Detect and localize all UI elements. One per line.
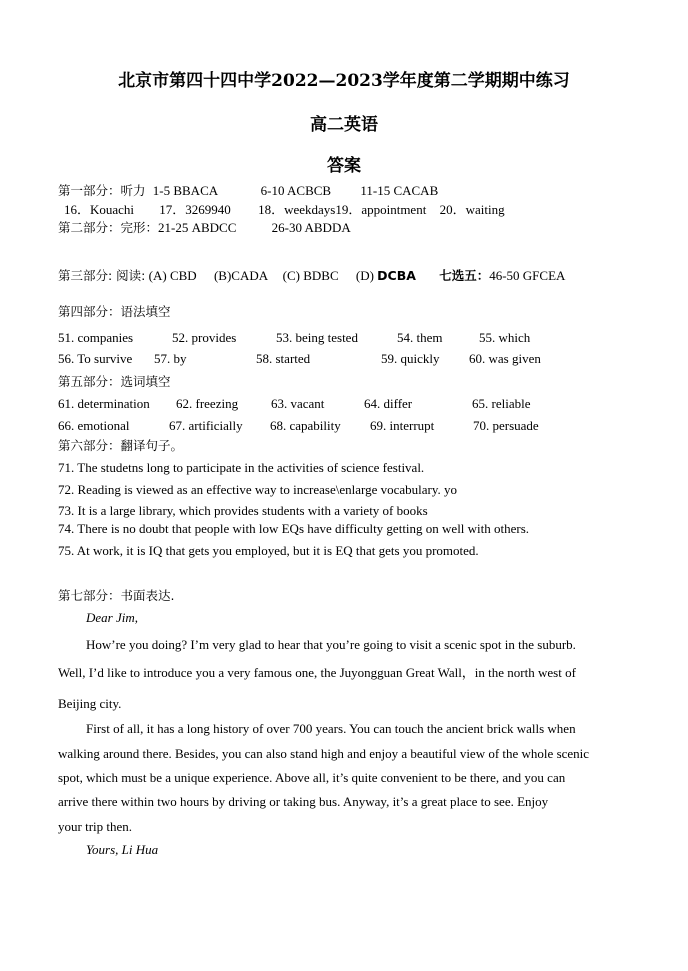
letter-closing: Yours, Li Hua: [86, 842, 159, 857]
part2-label: 第二部分：完形：: [58, 220, 159, 235]
translation-72: 72. Reading is viewed as an effective way to increase\enlarge vocabulary. yo: [58, 482, 457, 497]
answer-57: 57. by: [154, 351, 187, 366]
answer-61: 61. determination: [58, 396, 150, 411]
reading-c-answers: (C) BDBC: [282, 268, 339, 283]
answer-56: 56. To survive: [58, 351, 133, 366]
translation-71: 71. The studetns long to participate in the activities of science festival.: [58, 460, 425, 475]
answer-19: 19．appointment: [335, 202, 427, 217]
part4-label: 第四部分：语法填空: [58, 304, 171, 319]
answer-17: 17．3269940: [159, 202, 231, 217]
part5-row-2: [58, 417, 539, 435]
part1-answers-1-5: 1-5 BBACA: [152, 183, 218, 198]
answer-60: 60. was given: [469, 351, 541, 366]
answer-20: 20．waiting: [439, 202, 505, 217]
answer-52: 52. provides: [172, 330, 237, 345]
document-title: 北京市第四十四中学2022—2023学年度第二学期期中练习: [118, 71, 570, 91]
letter-greeting: Dear Jim,: [86, 610, 138, 625]
answer-51: 51. companies: [58, 330, 134, 345]
letter-p2-line2: walking around there. Besides, you can also stand high and enjoy a beautiful view of the whole scenic: [58, 746, 590, 761]
part4-row-2: [58, 350, 541, 368]
answer-63: 63. vacant: [271, 396, 325, 411]
letter-p2-line5: your trip then.: [58, 819, 133, 834]
translation-74: 74. There is no doubt that people with low EQs have difficulty getting on well with others.: [58, 521, 530, 536]
part7-label: 第七部分：书面表达.: [58, 588, 175, 603]
answer-54: 54. them: [397, 330, 443, 345]
answer-65: 65. reliable: [472, 396, 531, 411]
subject-heading: 高二英语: [310, 115, 378, 135]
seven-choose-five-label: 七选五：: [439, 268, 490, 283]
answer-58: 58. started: [256, 351, 311, 366]
part4-row-1: [58, 329, 530, 347]
letter-p1-line2: Well, I’d like to introduce you a very famous one, the Juyongguan Great Wall，in the north west of: [58, 665, 576, 680]
answer-16: 16．Kouachi: [64, 202, 135, 217]
letter-p2-line3: spot, which must be a unique experience. Above all, it’s quite convenient to be there, and you can: [58, 770, 566, 785]
reading-d-prefix: (D): [355, 268, 374, 283]
translation-75: 75. At work, it is IQ that gets you employed, but it is EQ that gets you promoted.: [58, 543, 479, 558]
reading-a-answers: (A) CBD: [148, 268, 197, 283]
part1-fill-row: [64, 201, 505, 219]
part1-row: [58, 182, 438, 200]
part1-answers-11-15: 11-15 CACAB: [360, 183, 439, 198]
answer-66: 66. emotional: [58, 418, 130, 433]
letter-p1-line3: Beijing city.: [58, 696, 122, 711]
part5-label: 第五部分：选词填空: [58, 374, 171, 389]
letter-p2-line1: First of all, it has a long history of over 700 years. You can touch the ancient brick walls when: [86, 721, 576, 736]
part3-row: [58, 267, 565, 285]
answer-68: 68. capability: [270, 418, 341, 433]
answer-67: 67. artificially: [169, 418, 243, 433]
answer-64: 64. differ: [364, 396, 413, 411]
answer-55: 55. which: [479, 330, 531, 345]
answer-53: 53. being tested: [276, 330, 358, 345]
part2-answers-26-30: 26-30 ABDDA: [271, 220, 351, 235]
part1-label: 第一部分：听力: [58, 183, 146, 198]
answer-heading: 答案: [327, 156, 361, 176]
translation-73: 73. It is a large library, which provides students with a variety of books: [58, 503, 428, 518]
answer-62: 62. freezing: [176, 396, 239, 411]
reading-b-answers: (B)CADA: [213, 268, 268, 283]
part2-row: [58, 219, 351, 237]
part2-answers-21-25: 21-25 ABDCC: [158, 220, 237, 235]
part5-row-1: [58, 395, 530, 413]
letter-p1-line1: How’re you doing? I’m very glad to hear that you’re going to visit a scenic spot in the suburb.: [86, 637, 576, 652]
reading-d-answers: DCBA: [377, 268, 416, 283]
seven-choose-five-answers: 46-50 GFCEA: [489, 268, 566, 283]
answer-70: 70. persuade: [473, 418, 539, 433]
part1-answers-6-10: 6-10 ACBCB: [260, 183, 332, 198]
part3-label: 第三部分: 阅读:: [58, 268, 146, 283]
answer-18: 18．weekdays: [258, 202, 336, 217]
letter-p2-line4: arrive there within two hours by driving or taking bus. Anyway, it’s a great place to see. Enjoy: [58, 794, 549, 809]
answer-69: 69. interrupt: [370, 418, 435, 433]
answer-59: 59. quickly: [381, 351, 440, 366]
part6-label: 第六部分：翻译句子。: [58, 438, 184, 453]
